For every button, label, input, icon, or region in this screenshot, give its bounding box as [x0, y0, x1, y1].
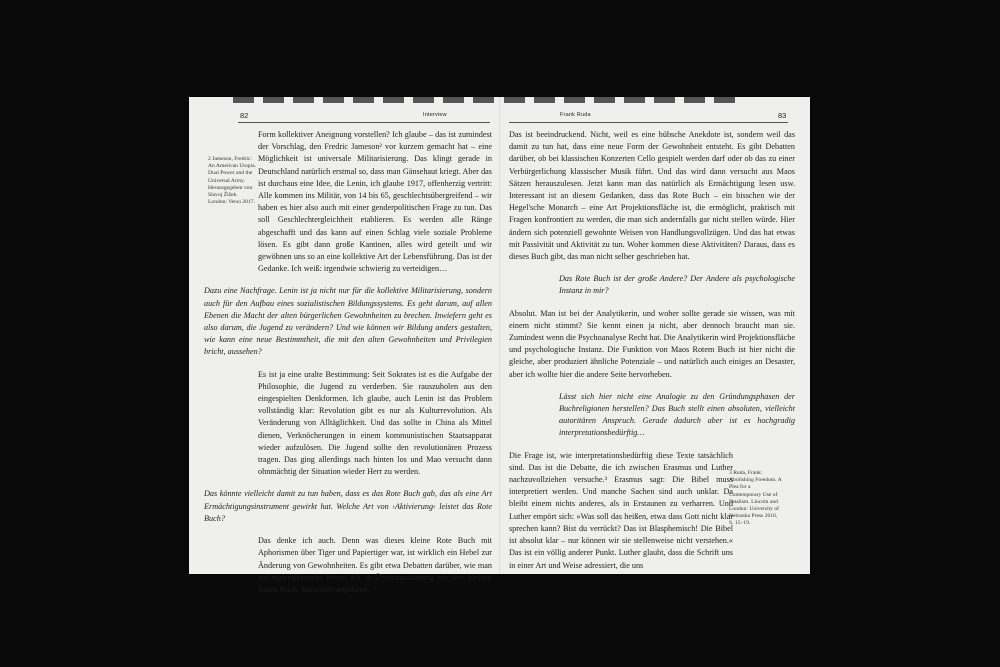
right-text-column: [509, 129, 795, 582]
answer-paragraph: Das ist beeindruckend. Nicht, weil es eine hübsche Anekdote ist, sondern weil das damit zu tun hat, dass eine neue Form der Gewohnheit entsteht. Es gibt Debatten darüber, ob bei klassischen Konzerten Cello gespielt werden darf oder ob das zu einer Verbürgerlichung klassischer Musik führt. Und das wird dann versucht aus Maos Sätzen herauszulesen. Jetzt kann man das natürlich als Ermächtigung lesen usw. Interessant ist an diesem Gedanken, dass das Rote Buch – ein bisschen wie der Hegel'sche Monarch – eine Art Projektionsfläche ist, die ermöglicht, praktisch mit Fragen konfrontiert zu werden, die man sich andernfalls gar nicht stellen würde. Hier ändern sich potenziell gewohnte Weisen von Handlungsvollzügen. Und das hat etwas mit Passivität und Aktivität zu tun. Woher kommen diese Aktivitäten? Daraus, dass es dieses Buch gibt, das man nicht selber geschrieben hat.: [509, 130, 795, 262]
running-head-left: Interview: [423, 112, 447, 118]
footnote-right: 3 Ruda, Frank: Abolishing Freedom. A Plea for a Contemporary Use of Fatalism. Lincoln and London: University of Nebraska Press 2016, S. 15–19.: [729, 470, 782, 527]
footnote-left: 2 Jameson, Fredric: An American Utopia. Dual Power and the Universal Army. Herausgegeben von Slavoj Žižek. London: Verso 2017.: [208, 156, 256, 206]
answer-paragraph: Form kollektiver Aneignung vorstellen? Ich glaube – das ist zumindest der Vorschlag, den Fredric Jameson² vor kurzem gemacht hat – eine Möglichkeit ist universale Militarisierung. Das klingt gerade in Deutschland natürlich erstmal so, dass man Gänsehaut kriegt. Aber das ist durchaus eine Idee, die Lenin, ich glaube 1917, offenherzig vertritt: Alle kommen ins Militär, von 14 bis 65, geschlechtsübergreifend – wir haben es hier also auch mit einer genderpolitischen Frage zu tun. Das soll Geschlechtergleichheit etablieren. Es werden alle Ränge abgeschafft und das kann auf einen Schlag viele soziale Probleme lösen. Es gibt dann große Kantinen, alles wird geteilt und wir gewöhnen uns so an eine kollektive Art der Lebensführung. Das ist der Gedanke. Ich weiß: irgendwie schwierig zu verteidigen…: [258, 130, 492, 274]
question-paragraph: Das Rote Buch ist der große Andere? Der Andere als psychologische Instanz in mir?: [559, 274, 795, 296]
header-rule-right: [509, 122, 788, 123]
page-number-left: 82: [240, 111, 249, 120]
answer-paragraph: Absolut. Man ist bei der Analytikerin, und woher sollte gerade sie wissen, was mit einem nicht stimmt? Sie kennt einen ja nicht, aber dennoch braucht man sie. Zumindest wenn die Psychoanalyse Recht hat. Die Analytikerin wird Projektionsfläche und psychologische Instanz. Die Funktion von Maos Rotem Buch ist hier nicht die gleiche, aber produziert ähnliche Potenziale – und natürlich auch einiges an Desaster, aber ich wollte hier die andere Seite hervorheben.: [509, 308, 795, 379]
question-paragraph: Lässt sich hier nicht eine Analogie zu den Gründungsphasen der Buchreligionen herstellen? Das Buch stellt einen absoluten, vielleicht autoritären Anspruch. Gerade dadurch aber ist es hochgradig interpretationsbedürftig…: [559, 391, 795, 438]
header-rule-left: [238, 122, 490, 123]
question-paragraph: Das könnte vielleicht damit zu tun haben, dass es das Rote Buch gab, das als eine Art Ermächtigungsinstrument gewirkt hat. Welche Art von ›Aktivierung‹ leistet das Rote Buch?: [204, 489, 492, 523]
answer-paragraph: Es ist ja eine uralte Bestimmung: Seit Sokrates ist es die Aufgabe der Philosophie, die Jugend zu verderben. Sie rauszuholen aus den eingespielten Denkformen. Ich glaube, auch Lenin ist das Problem vollständig klar: Revolution gibt es nur als Kulturrevolution. Als Veränderung von Alltäglichkeit. Und das sollte in China als Mittel dienen, Verknöcherungen in einem kommunistischen Staatsapparat wieder aufzulösen. Die Jugend sollte den revolutionären Prozess tragen. Das ging allerdings nach hinten los und Mao versucht dann ohnmächtig der Situation wieder Herr zu werden.: [258, 369, 492, 477]
question-paragraph: Dazu eine Nachfrage. Lenin ist ja nicht nur für die kollektive Militarisierung, sondern auch für den Aufbau eines sozialistischen Bildungssystems. Es geht darum, auf allen Ebenen die Macht der alten bürgerlichen Gewohnheiten zu brechen. Inwiefern geht es also darum, die Jugend zu verändern? Und wie können wir Bildung anders gestalten, wie kann eine neue Bestimmtheit, die mit den alten Gewohnheiten und Privilegien bricht, aussehen?: [204, 286, 492, 357]
page-number-right: 83: [778, 111, 787, 120]
book-gutter: [499, 97, 501, 574]
answer-paragraph: Das denke ich auch. Denn was dieses kleine Rote Buch mit Aphorismen über Tiger und Papiertiger war, ist wirklich ein Hebel zur Änderung von Gewohnheiten. Es gibt etwa Debatten darüber, wie man auf materialistische Weise, d.h. in Übereinstimmung mit dem kleinen Roten Buch, Kartoffeln anpflanzt.: [258, 536, 492, 594]
left-text-column: [204, 129, 492, 606]
running-head-right: Frank Ruda: [560, 112, 591, 118]
answer-paragraph: Die Frage ist, wie interpretationsbedürftig diese Texte tatsächlich sind. Das ist die Debatte, die ich zwischen Erasmus und Luther nachzuvollziehen versuche.³ Erasmus sagt: Die Bibel muss interpretiert werden. Und manche Sachen sind auch unklar. Da bleibt einem nichts anderes, als in Erstaunen zu verharren. Und Luther empört sich: »Was soll das heißen, etwa dass Gott nicht klar sprechen kann? Bist du verrückt? Das ist Blasphemisch! Die Bibel ist absolut klar – nur können wir sie stellenweise nicht verstehen.« Das ist ein völlig anderer Punkt. Luther glaubt, dass die Schrift uns in einer Art und Weise adressiert, die uns: [509, 450, 733, 570]
